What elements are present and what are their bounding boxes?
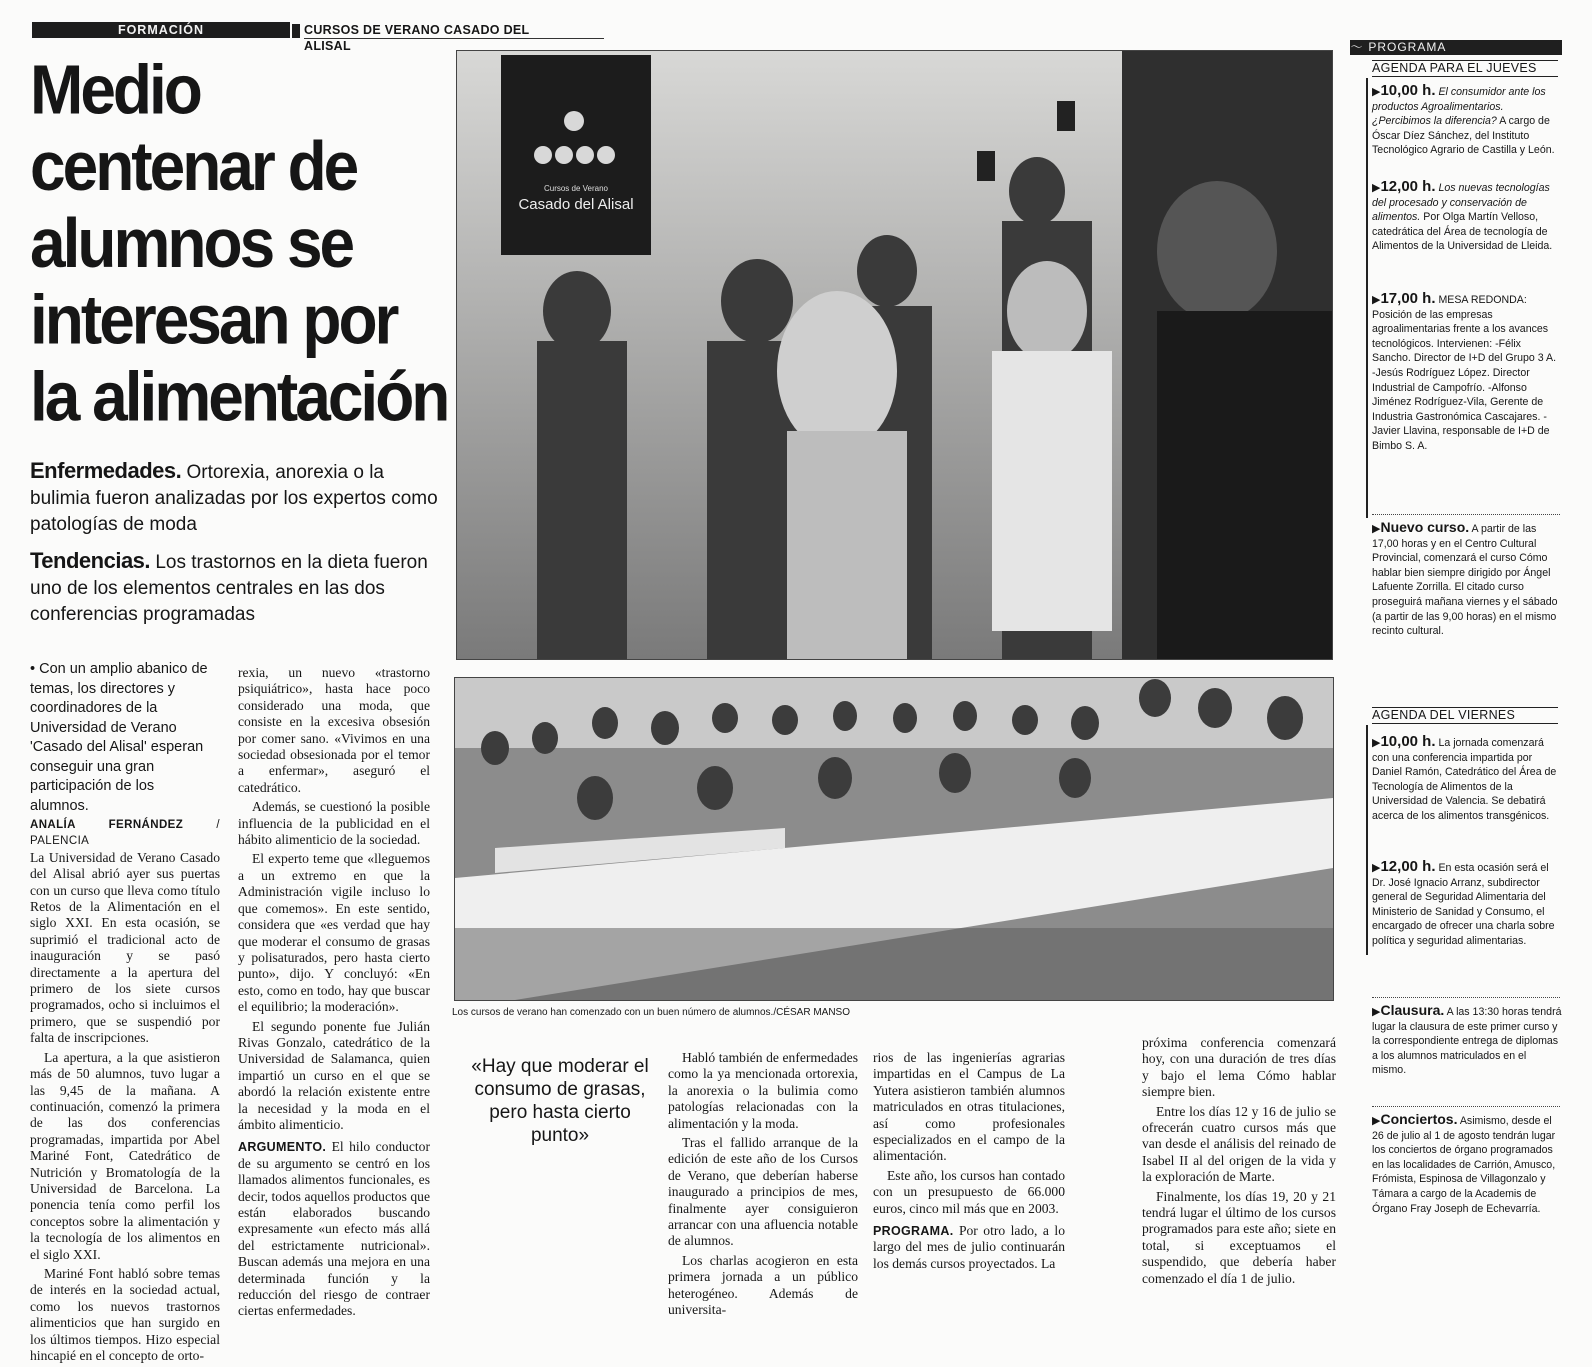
paragraph: rios de las ingenierías agrarias impartidas en el Campus de La Yutera asistieron también alumnos matriculados en otras titulaciones, así como profesionales especializados en el campo de la alimentación. (873, 1050, 1065, 1164)
paragraph: Además, se cuestionó la posible influencia de la publicidad en el hábito alimenticio de la sociedad. (238, 799, 430, 848)
argumento-paragraph: ARGUMENTO. El hilo conductor de su argumento se centró en los llamados alimentos funcionales, es decir, todos aquellos productos que están elaborados buscando expresamente «un efecto más allá del estrictamente nutricional». Buscan además una mejora en una determinada función y la reducción del riesgo de contraer ciertas enfermedades. (238, 1139, 430, 1319)
arrow-icon: ▶ (1372, 294, 1381, 306)
header-divider (292, 24, 300, 38)
article-column-1 (30, 817, 220, 1367)
photo-students-entrance-image (457, 51, 1332, 659)
paragraph: Este año, los cursos han contado con un presupuesto de 66.000 euros, cinco mil más que en 2003. (873, 1167, 1065, 1216)
kicker-text: Ortorexia, anorexia o la bulimia fueron analizadas por los expertos como patologías de moda (30, 462, 438, 535)
agenda-item: ▶Clausura. A las 13:30 horas tendrá lugar la clausura de este primer curso y la correspondiente entrega de diplomas a los alumnos matriculados en el mismo. (1372, 1002, 1562, 1077)
paragraph: El experto teme que «lleguemos a un extremo en que la Administración vigile incluso lo que comemos». En este sentido, considera que «es verdad que hay que moderar el consumo de grasas y polisaturados, pero hasta cierto punto», dijo. Y concluyó: «En esto, como en todo, hay que buscar el equilibrio; la moderación». (238, 851, 430, 1015)
agenda-item: ▶Conciertos. Asimismo, desde el 26 de julio al 1 de agosto tendrán lugar los conciertos de órgano programados en las localidades de Carrión, Amusco, Frómista, Espinosa de Villagonzalo y Támara a cargo de la Academis de Órgano Fray Joseph de Echevarría. (1372, 1111, 1556, 1215)
arrow-icon: ▶ (1372, 182, 1381, 194)
paragraph: La apertura, a la que asistieron más de 50 alumnos, tuvo lugar a las 9,45 de la mañana. A continuación, comenzó la primera de las dos conferencias programadas, impartida por Abel Mariné Font, Catedrático de Nutrición y Bromatología de la Universidad de Barcelona. La ponencia tenía como perfil los conceptos sobre la alimentación y la tecnología de los alimentos en el siglo XXI. (30, 1049, 220, 1262)
article-column-2 (238, 665, 430, 1323)
photo-classroom (454, 677, 1334, 1001)
agenda-item: ▶12,00 h. En esta ocasión será el Dr. José Ignacio Arranz, subdirector general de Seguridad Alimentaria del Ministerio de Sanidad y Consumo, el encargado de ofrecer una charla sobre política y seguridad alimentarias. (1372, 858, 1555, 947)
programa-paragraph: PROGRAMA. Por otro lado, a lo largo del mes de julio continuarán los demás cursos proyectados. La (873, 1223, 1065, 1271)
paragraph: Tras el fallido arranque de la edición de este año de los Cursos de Verano, que deberían haberse inaugurado a principios de mes, finalmente ayer consiguieron arrancar con una afluencia notable de alumnos. (668, 1135, 858, 1249)
kicker-text: Los trastornos en la dieta fueron uno de los elementos centrales en las dos conferencias programadas (30, 552, 428, 625)
agenda-item: ▶10,00 h. La jornada comenzará con una conferencia impartida por Daniel Ramón, Catedrático del Área de Tecnología de Alimentos de la Universidad de Valencia. Se debatirá acerca de los alimentos transgénicos. (1372, 733, 1557, 822)
arrow-icon: ▶ (1372, 523, 1381, 535)
agenda-friday-heading: AGENDA DEL VIERNES (1372, 707, 1558, 724)
separator (1372, 1106, 1560, 1108)
lead-paragraph: • Con un amplio abanico de temas, los directores y coordinadores de la Universidad de Verano 'Casado del Alisal' esperan conseguir una gran participación de los alumnos. (30, 661, 208, 814)
sidebar-rule (1366, 725, 1368, 955)
paragraph: próxima conferencia comenzará hoy, con una duración de tres días y bajo el lema Cómo hablar siempre bien. (1142, 1035, 1336, 1100)
agenda-item: ▶12,00 h. Los nuevas tecnologías del procesado y conservación de alimentos. Por Olga Martín Velloso, catedrática del Área de tecnología de Alimentos de la Universidad de Lleida. (1372, 178, 1553, 253)
paragraph: Entre los días 12 y 16 de julio se ofrecerán cuatro cursos más que van desde el análisis del reinado de Isabel II al del origen de la vida y la exploración de Marte. (1142, 1103, 1336, 1185)
program-tab: 〜 PROGRAMA (1350, 40, 1562, 55)
article-column-5 (1142, 1035, 1336, 1290)
arrow-icon: ▶ (1372, 862, 1381, 874)
arrow-icon: ▶ (1372, 737, 1381, 749)
photo-classroom-image (455, 678, 1333, 1000)
section-label: FORMACIÓN (32, 22, 290, 38)
headline: Medio centenar de alumnos se interesan por la alimentación (30, 50, 448, 436)
agenda-item: ▶10,00 h. El consumidor ante los productos Agroalimentarios. ¿Percibimos la diferencia? A cargo de Óscar Díez Sánchez, del Instituto Tecnológico Agrario de Castilla y León. (1372, 82, 1555, 157)
paragraph: rexia, un nuevo «trastorno psiquiátrico», hasta hace poco considerado una moda, que consiste en la excesiva obsesión por comer sano. «Vivimos en una sociedad obsesionada por el temor a enfermar», aseguró el catedrático. (238, 665, 430, 795)
kicker-label: Tendencias. (30, 548, 151, 573)
paragraph: Finalmente, los días 19, 20 y 21 tendrá lugar el último de los cursos programados para este año; siete en total, si exceptuamos el suspendido, que debería haber comenzado el día 1 de julio. (1142, 1188, 1336, 1286)
kicker-tendencias (30, 548, 440, 628)
header-underline (304, 38, 604, 39)
agenda-item: ▶Nuevo curso. A partir de las 17,00 horas y en el Centro Cultural Provincial, comenzará el curso Cómo hablar bien siempre dirigido por Ángel Lafuente Zorrilla. El citado curso proseguirá mañana viernes y el sábado (a partir de las 9,00 horas) en el mismo recinto cultural. (1372, 519, 1558, 638)
paragraph: La Universidad de Verano Casado del Alisal abrió ayer sus puertas con un curso que lleva como título Retos de la Alimentación en el siglo XXI. En esta ocasión, se suprimió el tradicional acto de inauguración y se pasó directamente a la apertura del primero de los siete cursos programados, ocho si incluimos el primero, que se suspendió por falta de inscripciones. (30, 849, 220, 1046)
section-topic: CURSOS DE VERANO CASADO DEL ALISAL (304, 23, 530, 53)
paragraph: Mariné Font habló sobre temas de interés en la sociedad actual, como los nuevos trastornos alimenticios que han surgido en los últimos tiempos. Hizo especial hincapié en el concepto de orto- (30, 1265, 220, 1363)
section-header (32, 22, 572, 53)
sign-subtitle: Cursos de Verano (543, 184, 609, 193)
separator (1372, 997, 1560, 999)
article-column-4 (873, 1050, 1065, 1275)
kicker-enfermedades (30, 458, 440, 538)
arrow-icon: ▶ (1372, 1115, 1381, 1127)
paragraph: El segundo ponente fue Julián Rivas Gonzalo, catedrático de la Universidad de Salamanca, quien impartió un curso en el que se abordó la relación existente entre la necesidad y la moda en el ámbito alimenticio. (238, 1018, 430, 1132)
byline: ANALÍA FERNÁNDEZ / PALENCIA (30, 819, 220, 848)
program-sidebar (1350, 40, 1562, 1330)
paragraph: Habló también de enfermedades como la ya mencionada ortorexia, la anorexia o la bulimia como patologías relacionadas con la alimentación y la moda. (668, 1050, 858, 1131)
article-column-3 (668, 1050, 858, 1322)
arrow-icon: ▶ (1372, 86, 1381, 98)
sidebar-rule (1366, 78, 1368, 518)
photo-caption: Los cursos de verano han comenzado con un buen número de alumnos./CÉSAR MANSO (452, 1007, 850, 1018)
wave-icon: 〜 (1350, 40, 1364, 54)
pull-quote: «Hay que moderar el consumo de grasas, pero hasta cierto punto» (471, 1056, 649, 1146)
paragraph: Los charlas acogieron en esta primera jornada a un público heterogéneo. Además de universita- (668, 1252, 858, 1318)
sign-title: Casado del Alisal (518, 196, 634, 213)
arrow-icon: ▶ (1372, 1006, 1381, 1018)
agenda-thursday-heading: AGENDA PARA EL JUEVES (1372, 60, 1558, 77)
separator (1372, 514, 1560, 516)
agenda-item: ▶17,00 h. MESA REDONDA: Posición de las empresas agroalimentarias frente a los avances tecnológicos. Intervienen: -Félix Sancho. Director de I+D del Grupo 3 A. -Jesús Rodríguez López. Director Industrial de Campofrío. -Alfonso Jiménez Rodríguez-Vila, Gerente de Industria Gastronómica Cascajares. -Javier Llavina, responsable de I+D de Bimbo S. A. (1372, 290, 1557, 452)
photo-students-entrance (456, 50, 1333, 660)
kicker-label: Enfermedades. (30, 458, 182, 483)
